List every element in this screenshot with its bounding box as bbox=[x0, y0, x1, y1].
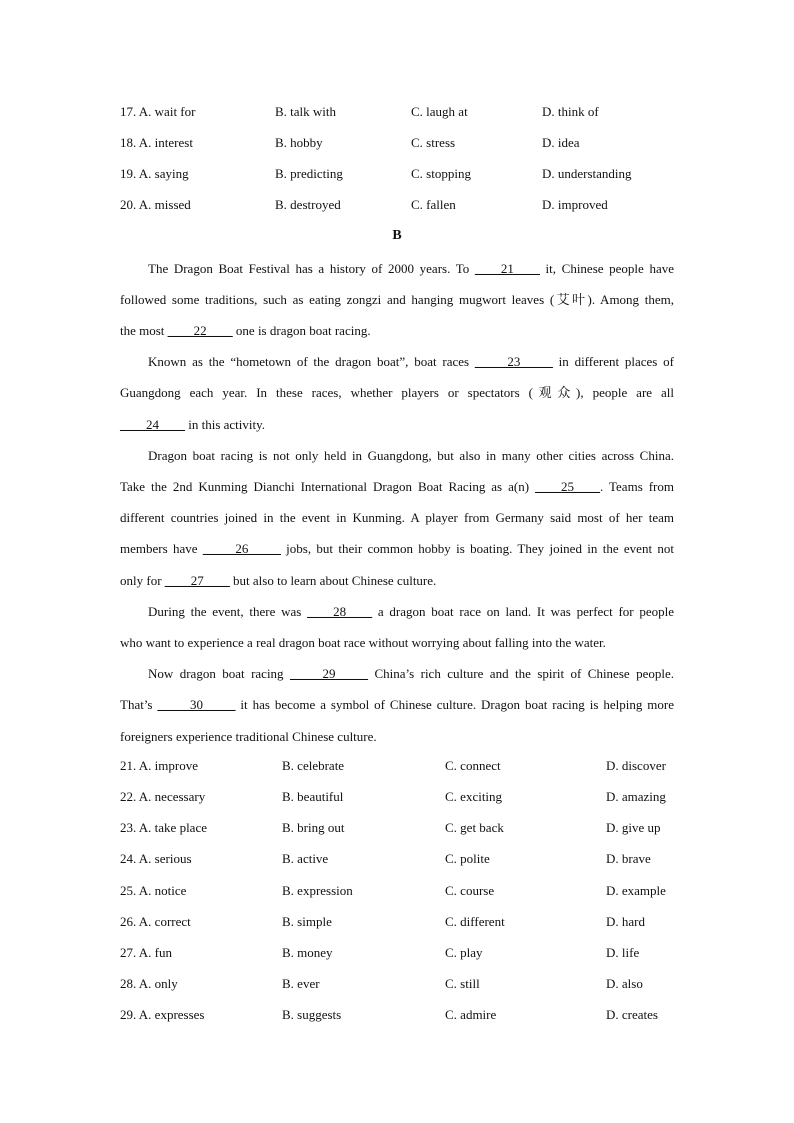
option-c: C. connect bbox=[445, 758, 501, 773]
passage-line: Known as the “hometown of the dragon boat”, boat races _____23_____ in different places of bbox=[148, 354, 674, 369]
option-c: C. polite bbox=[445, 851, 490, 866]
option-c: C. exciting bbox=[445, 789, 503, 804]
option-d: D. hard bbox=[606, 914, 645, 929]
passage-line: the most ____22____ one is dragon boat racing. bbox=[120, 323, 371, 338]
option-a: 20. A. missed bbox=[120, 197, 191, 212]
blank-21: ____21____ bbox=[474, 261, 540, 276]
passage-line: ____24____ in this activity. bbox=[120, 417, 266, 432]
option-a: 17. A. wait for bbox=[120, 104, 196, 119]
question-row-29 bbox=[120, 1007, 680, 1027]
passage-line: The Dragon Boat Festival has a history of 2000 years. To ____21____ it, Chinese people have bbox=[148, 261, 674, 276]
question-row-17 bbox=[120, 104, 680, 124]
option-b: B. simple bbox=[282, 914, 332, 929]
option-b: B. talk with bbox=[275, 104, 337, 119]
option-d: D. improved bbox=[542, 197, 608, 212]
option-c: C. stress bbox=[411, 135, 456, 150]
passage-line: Dragon boat racing is not only held in Guangdong, but also in many other cities across China. bbox=[148, 448, 674, 463]
question-row-26 bbox=[120, 914, 680, 934]
passage-line: members have _____26_____ jobs, but their common hobby is boating. They joined in the event not bbox=[120, 541, 674, 556]
option-a: 29. A. expresses bbox=[120, 1007, 205, 1022]
passage-line: That’s _____30_____ it has become a symbol of Chinese culture. Dragon boat racing is helping more bbox=[120, 697, 674, 712]
option-d: D. example bbox=[606, 883, 666, 898]
passage-line: Take the 2nd Kunming Dianchi International Dragon Boat Racing as a(n) ____25____. Teams from bbox=[120, 479, 674, 494]
option-c: C. get back bbox=[445, 820, 504, 835]
question-row-27 bbox=[120, 945, 680, 965]
blank-28: ____28____ bbox=[307, 604, 373, 619]
option-c: C. laugh at bbox=[411, 104, 468, 119]
option-c: C. admire bbox=[445, 1007, 497, 1022]
option-a: 24. A. serious bbox=[120, 851, 192, 866]
option-a: 19. A. saying bbox=[120, 166, 189, 181]
option-c: C. course bbox=[445, 883, 495, 898]
question-row-25 bbox=[120, 883, 680, 903]
option-d: D. brave bbox=[606, 851, 651, 866]
question-row-28 bbox=[120, 976, 680, 996]
blank-23: _____23_____ bbox=[474, 354, 553, 369]
blank-27: ____27____ bbox=[164, 573, 230, 588]
option-d: D. give up bbox=[606, 820, 661, 835]
question-row-21 bbox=[120, 758, 680, 778]
option-b: B. celebrate bbox=[282, 758, 345, 773]
option-a: 22. A. necessary bbox=[120, 789, 206, 804]
option-d: D. idea bbox=[542, 135, 580, 150]
option-a: 18. A. interest bbox=[120, 135, 193, 150]
passage-line: who want to experience a real dragon boat race without worrying about falling into the water. bbox=[120, 635, 606, 650]
option-d: D. life bbox=[606, 945, 640, 960]
passage-line: followed some traditions, such as eating zongzi and hanging mugwort leaves (艾叶). Among them, bbox=[120, 292, 674, 307]
option-c: C. fallen bbox=[411, 197, 456, 212]
blank-24: ____24____ bbox=[120, 417, 185, 432]
question-row-23 bbox=[120, 820, 680, 840]
option-c: C. different bbox=[445, 914, 505, 929]
option-a: 26. A. correct bbox=[120, 914, 191, 929]
option-d: D. also bbox=[606, 976, 643, 991]
question-row-24 bbox=[120, 851, 680, 871]
option-b: B. suggests bbox=[282, 1007, 342, 1022]
option-d: D. think of bbox=[542, 104, 599, 119]
option-b: B. beautiful bbox=[282, 789, 344, 804]
option-b: B. expression bbox=[282, 883, 353, 898]
option-d: D. amazing bbox=[606, 789, 666, 804]
passage-line: only for ____27____ but also to learn about Chinese culture. bbox=[120, 573, 437, 588]
option-a: 27. A. fun bbox=[120, 945, 172, 960]
option-c: C. stopping bbox=[411, 166, 471, 181]
blank-30: _____30_____ bbox=[157, 697, 236, 712]
question-row-18 bbox=[120, 135, 680, 155]
option-b: B. money bbox=[282, 945, 333, 960]
blank-26: _____26_____ bbox=[202, 541, 281, 556]
option-a: 21. A. improve bbox=[120, 758, 198, 773]
passage-line: foreigners experience traditional Chinese culture. bbox=[120, 729, 377, 744]
blank-29: _____29_____ bbox=[290, 666, 369, 681]
option-c: C. play bbox=[445, 945, 483, 960]
option-d: D. creates bbox=[606, 1007, 658, 1022]
option-d: D. understanding bbox=[542, 166, 632, 181]
passage-line: different countries joined in the event in Kunming. A player from Germany said most of her team bbox=[120, 510, 674, 525]
option-b: B. predicting bbox=[275, 166, 343, 181]
question-row-22 bbox=[120, 789, 680, 809]
passage-line: Guangdong each year. In these races, whether players or spectators (观众), people are all bbox=[120, 385, 674, 400]
section-heading: B bbox=[392, 228, 402, 243]
option-a: 28. A. only bbox=[120, 976, 178, 991]
option-c: C. still bbox=[445, 976, 480, 991]
option-a: 25. A. notice bbox=[120, 883, 187, 898]
option-b: B. bring out bbox=[282, 820, 345, 835]
option-a: 23. A. take place bbox=[120, 820, 207, 835]
option-b: B. active bbox=[282, 851, 329, 866]
passage-line: Now dragon boat racing _____29_____ China’s rich culture and the spirit of Chinese people. bbox=[148, 666, 674, 681]
question-row-19 bbox=[120, 166, 680, 186]
option-b: B. destroyed bbox=[275, 197, 341, 212]
blank-22: ____22____ bbox=[167, 323, 233, 338]
question-row-20 bbox=[120, 197, 680, 217]
option-d: D. discover bbox=[606, 758, 666, 773]
passage-line: During the event, there was ____28____ a dragon boat race on land. It was perfect for people bbox=[148, 604, 674, 619]
option-b: B. ever bbox=[282, 976, 320, 991]
blank-25: ____25____ bbox=[535, 479, 601, 494]
option-b: B. hobby bbox=[275, 135, 323, 150]
